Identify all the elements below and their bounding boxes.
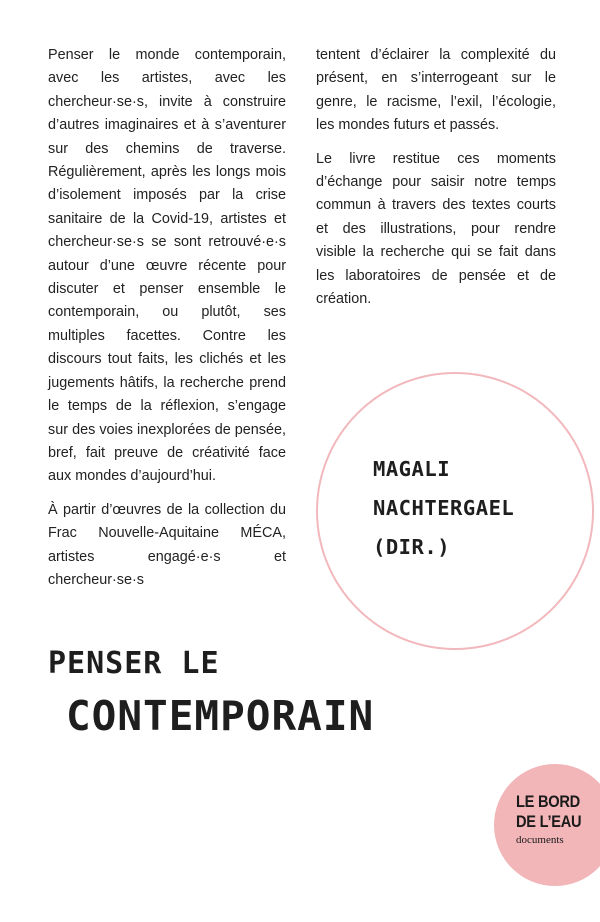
publisher-name-line: LE BORD (516, 792, 580, 811)
blurb-paragraph: Le livre restitue ces moments d’échange pour saisir notre temps commun à travers des textes courts et des illustrations, pour rendre visible la recherche qui se fait dans les laboratoires de pensée et de création. (316, 150, 556, 308)
author-line: NACHTERGAEL (373, 496, 515, 520)
blurb-right-column (316, 44, 556, 321)
book-title-line-2: CONTEMPORAIN (66, 692, 375, 740)
publisher-collection: documents (516, 834, 564, 846)
publisher-name-line: DE L’EAU (516, 812, 582, 831)
blurb-left-column (48, 44, 286, 602)
book-title-line-1: PENSER LE (48, 646, 220, 681)
author-name (373, 450, 593, 567)
author-line: MAGALI (373, 457, 451, 481)
blurb-paragraph: tentent d’éclairer la complexité du présent, en s’interrogeant sur le genre, le racisme, l’exil, l’écologie, les mondes futurs et passés. (316, 47, 556, 134)
author-role: (DIR.) (373, 535, 451, 559)
blurb-paragraph: Penser le monde contemporain, avec les artistes, avec les chercheur·se·s, invite à construire d’autres imaginaires et à s’aventurer sur des chemins de traverse. Régulièrement, après les longs mois d’isolement imposés par la crise sanitaire de la Covid-19, artistes et chercheur·se·s se sont retrouvé·e·s autour d’une œuvre récente pour discuter et penser ensemble le contemporain, ou plutôt, ses multiples facettes. Contre les discours tout faits, les clichés et les jugements hâtifs, la recherche prend le temps de la réflexion, s’engage sur des voies inexplorées de pensée, bref, fait preuve de créativité face aux mondes d’aujourd’hui. (48, 47, 286, 485)
publisher-logo (494, 764, 600, 886)
blurb-paragraph: À partir d’œuvres de la collection du Frac Nouvelle-Aquitaine MÉCA, artistes engagé·e·s et chercheur·se·s (48, 501, 286, 588)
